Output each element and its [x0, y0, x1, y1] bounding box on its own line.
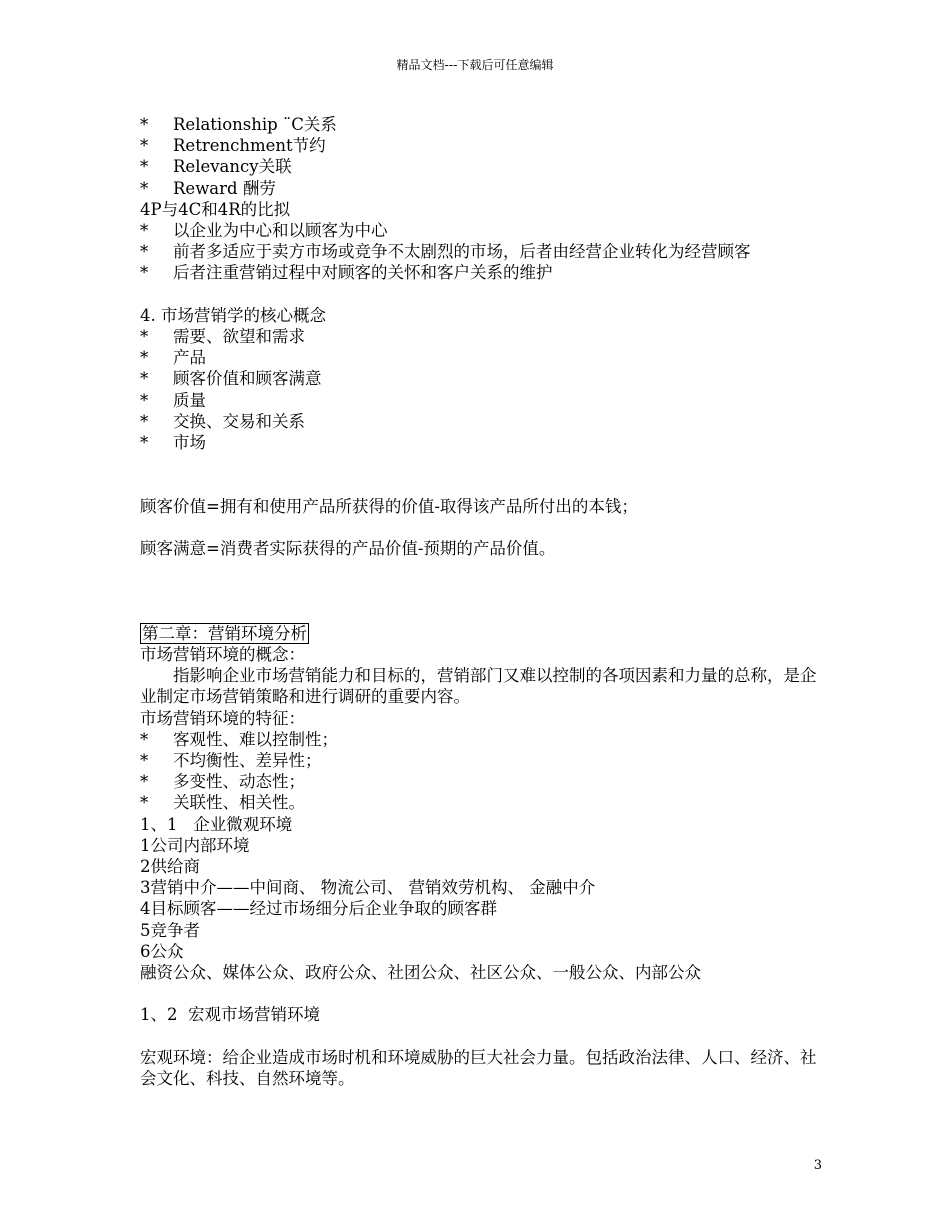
bullet-item [140, 411, 830, 432]
chapter-heading: 第二章：营销环境分析 [142, 623, 307, 643]
bullet-marker: * [140, 221, 149, 241]
blank-line [140, 559, 830, 580]
blank-line [140, 474, 830, 495]
bullet-text: 顾客价值和顾客满意 [173, 369, 322, 389]
bullet-text: 前者多适应于卖方市场或竞争不太剧烈的市场，后者由经营企业转化为经营顾客 [173, 242, 751, 262]
bullet-item [140, 729, 830, 750]
text-line: 3营销中介——中间商、 物流公司、 营销效劳机构、 金融中介 [140, 878, 596, 898]
bullet-text: Relevancy关联 [173, 157, 292, 177]
text-line: 4目标顾客——经过市场细分后企业争取的顾客群 [140, 899, 497, 919]
bullet-marker: * [140, 136, 149, 156]
text-line: 融资公众、媒体公众、政府公众、社团公众、社区公众、一般公众、内部公众 [140, 963, 701, 983]
bullet-text: 产品 [173, 348, 206, 368]
blank-line [140, 580, 830, 601]
paragraph: 宏观环境：给企业造成市场时机和环境威胁的巨大社会力量。包括政治法律、人口、经济、社会文化、科技、自然环境等。 [140, 1047, 817, 1088]
bullet-text: Relationship ¨C关系 [173, 115, 337, 134]
chapter-heading-row [140, 623, 830, 644]
bullet-marker: * [140, 433, 149, 453]
bullet-item [140, 178, 830, 199]
bullet-item [140, 262, 830, 283]
bullet-item [140, 792, 830, 813]
blank-line [140, 284, 830, 305]
bullet-marker: * [140, 750, 149, 770]
text-line: 1、1 企业微观环境 [140, 814, 293, 834]
text-line: 1、2 宏观市场营销环境 [140, 1005, 320, 1025]
text-line: 顾客价值=拥有和使用产品所获得的价值-取得该产品所付出的本钱； [140, 496, 638, 516]
bullet-marker: * [140, 178, 149, 198]
text-line: 2供给商 [140, 857, 200, 876]
bullet-item [140, 432, 830, 453]
bullet-item [140, 114, 830, 135]
text-line: 4P与4C和4R的比拟 [140, 199, 291, 219]
page-number: 3 [813, 1158, 822, 1173]
bullet-marker: * [140, 390, 149, 410]
blank-line [140, 1026, 830, 1047]
bullet-item [140, 347, 830, 368]
bullet-marker: * [140, 348, 149, 368]
text-line: 顾客满意=消费者实际获得的产品价值-预期的产品价值。 [140, 539, 556, 558]
bullet-item [140, 241, 830, 262]
bullet-marker: * [140, 327, 149, 347]
blank-line [140, 453, 830, 474]
bullet-marker: * [140, 772, 149, 792]
bullet-marker: * [140, 793, 149, 813]
bullet-item [140, 750, 830, 771]
bullet-item [140, 771, 830, 792]
blank-line [140, 602, 830, 623]
bullet-marker: * [140, 729, 149, 749]
bullet-text: Reward 酬劳 [173, 178, 276, 198]
bullet-marker: * [140, 115, 149, 134]
text-line: 市场营销环境的概念： [140, 644, 305, 664]
text-line: 6公众 [140, 941, 184, 961]
bullet-text: 后者注重营销过程中对顾客的关怀和客户关系的维护 [173, 263, 553, 283]
bullet-item [140, 156, 830, 177]
bullet-text: 质量 [173, 390, 206, 410]
bullet-text: 交换、交易和关系 [173, 411, 305, 431]
text-line: 1公司内部环境 [140, 835, 250, 855]
bullet-text: 客观性、难以控制性； [173, 729, 338, 749]
document-body [140, 114, 830, 1089]
bullet-marker: * [140, 157, 149, 177]
page-header: 精品文档---下载后可任意编辑 [396, 58, 554, 72]
bullet-item [140, 220, 830, 241]
indented-paragraph: 指影响企业市场营销能力和目标的，营销部门又难以控制的各项因素和力量的总称，是企业制定市场营销策略和进行调研的重要内容。 [140, 666, 817, 707]
bullet-marker: * [140, 369, 149, 389]
bullet-text: 不均衡性、差异性； [173, 750, 322, 770]
bullet-text: 需要、欲望和需求 [173, 327, 305, 347]
bullet-marker: * [140, 263, 149, 283]
bullet-text: 多变性、动态性； [173, 772, 305, 792]
bullet-item [140, 390, 830, 411]
bullet-text: Retrenchment节约 [173, 136, 326, 156]
bullet-marker: * [140, 242, 149, 262]
text-line: 5竞争者 [140, 920, 200, 940]
bullet-text: 关联性、相关性。 [173, 793, 305, 813]
bullet-item [140, 326, 830, 347]
text-line: 市场营销环境的特征： [140, 708, 305, 728]
text-line: 4. 市场营销学的核心概念 [140, 305, 326, 325]
bullet-item [140, 135, 830, 156]
bullet-text: 市场 [173, 433, 206, 453]
bullet-marker: * [140, 411, 149, 431]
bullet-item [140, 368, 830, 389]
bullet-text: 以企业为中心和以顾客为中心 [173, 221, 388, 241]
blank-line [140, 517, 830, 538]
blank-line [140, 983, 830, 1004]
